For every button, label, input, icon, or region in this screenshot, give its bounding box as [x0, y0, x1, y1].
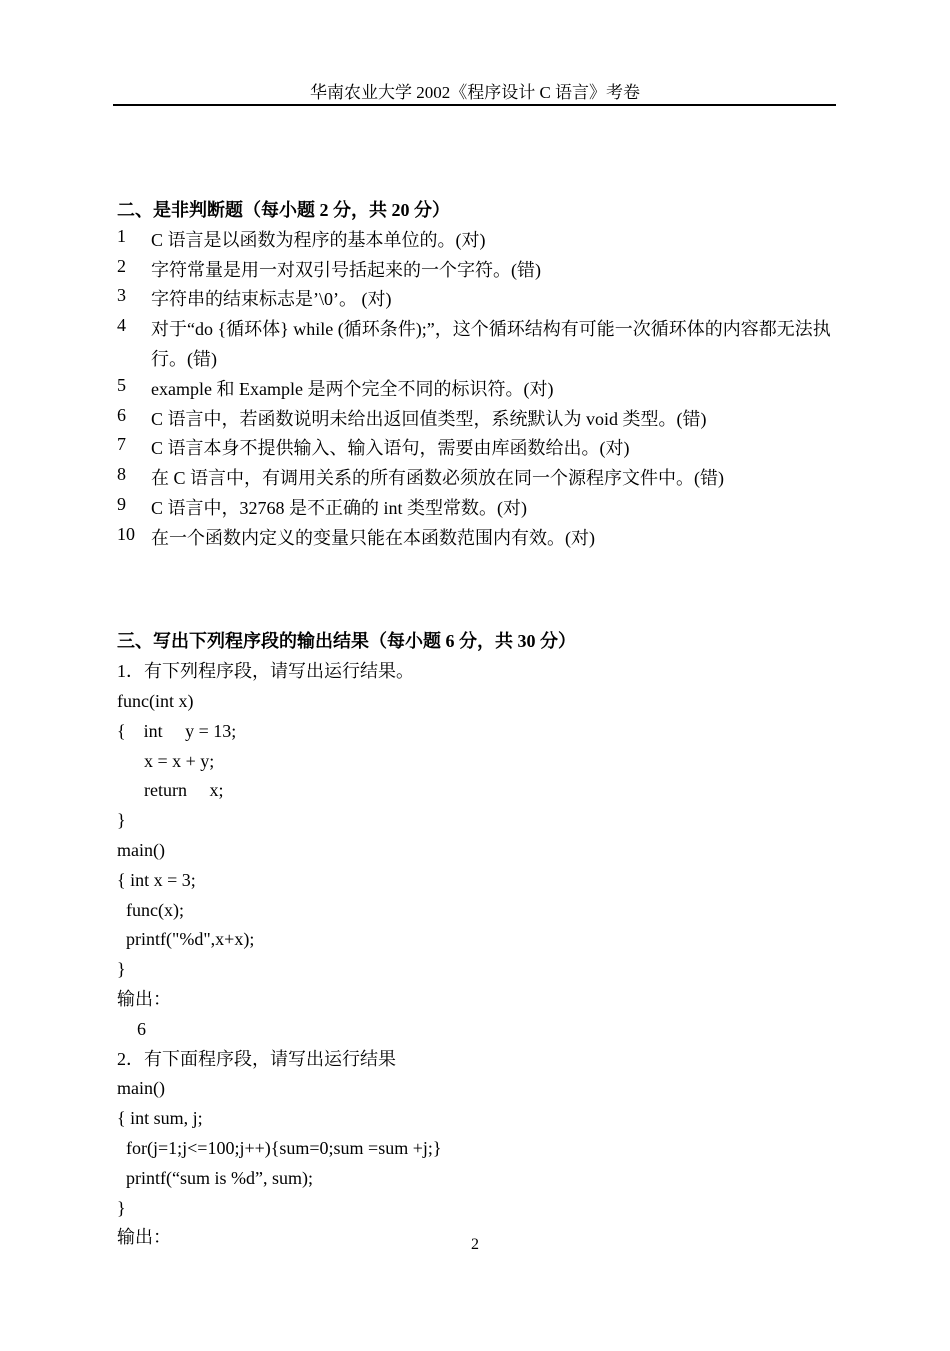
judge-item: [117, 524, 837, 554]
item-text: 在 C 语言中，有调用关系的所有函数必须放在同一个源程序文件中。(错): [151, 468, 724, 489]
section-gap: [117, 554, 837, 598]
section2-list: [117, 226, 837, 554]
judge-item: [117, 434, 837, 464]
item-number: 10: [117, 523, 135, 544]
item-text: C 语言中，32768 是不正确的 int 类型常数。(对): [151, 497, 527, 518]
code-line: }: [117, 959, 126, 980]
item-text: 在一个函数内定义的变量只能在本函数范围内有效。(对): [151, 527, 595, 548]
judge-item: [117, 375, 837, 405]
item-number: 6: [117, 404, 126, 425]
item-text: C 语言中，若函数说明未给出返回值类型，系统默认为 void 类型。(错): [151, 408, 707, 429]
code-line: return x;: [117, 780, 224, 801]
item-text: example 和 Example 是两个完全不同的标识符。(对): [151, 378, 554, 399]
item-text: 对于“do {循环体} while (循环条件);”，这个循环结构有可能一次循环体的内容都无法执行。(错): [151, 319, 831, 369]
q2-code-block: [117, 1074, 837, 1223]
item-number: 4: [117, 315, 126, 336]
code-line: for(j=1;j<=100;j++){sum=0;sum =sum +j;}: [117, 1137, 442, 1158]
item-number: 8: [117, 464, 126, 485]
item-text: 字符串的结束标志是’\0’。 (对): [151, 289, 392, 310]
q1-prompt: 1．有下列程序段，请写出运行结果。: [117, 661, 414, 682]
code-line: func(x);: [117, 899, 184, 920]
page-content: [117, 196, 837, 1253]
judge-item: [117, 464, 837, 494]
code-line: printf(“sum is %d”, sum);: [117, 1167, 313, 1188]
code-line: printf("%d",x+x);: [117, 929, 255, 950]
judge-item: [117, 315, 837, 375]
header-rule: [113, 104, 836, 106]
item-text: 字符常量是用一对双引号括起来的一个字符。(错): [151, 259, 541, 280]
code-line: { int sum, j;: [117, 1108, 203, 1129]
code-line: }: [117, 1197, 126, 1218]
item-number: 5: [117, 374, 126, 395]
q2-prompt: 2．有下面程序段，请写出运行结果: [117, 1048, 396, 1069]
judge-item: [117, 285, 837, 315]
judge-item: [117, 405, 837, 435]
code-line: main(): [117, 839, 165, 860]
item-number: 9: [117, 493, 126, 514]
q1-code-block: [117, 687, 837, 985]
judge-item: [117, 226, 837, 256]
item-number: 7: [117, 434, 126, 455]
code-line: }: [117, 810, 126, 831]
section2-title: 二、是非判断题（每小题 2 分，共 20 分）: [117, 200, 450, 220]
item-text: C 语言是以函数为程序的基本单位的。(对): [151, 229, 486, 250]
page-header: 华南农业大学 2002《程序设计 C 语言》考卷: [309, 83, 641, 102]
q2-output-label: 输出：: [117, 1227, 171, 1248]
judge-item: [117, 494, 837, 524]
code-line: { int y = 13;: [117, 720, 237, 741]
q1-output-value: 6: [137, 1018, 146, 1039]
item-text: C 语言本身不提供输入、输入语句，需要由库函数给出。(对): [151, 438, 630, 459]
code-line: func(int x): [117, 690, 194, 711]
q1-output-label: 输出：: [117, 988, 171, 1009]
page-number: 2: [471, 1236, 479, 1253]
code-line: main(): [117, 1078, 165, 1099]
section3-title: 三、写出下列程序段的输出结果（每小题 6 分，共 30 分）: [117, 631, 576, 652]
item-number: 2: [117, 255, 126, 276]
judge-item: [117, 256, 837, 286]
item-number: 1: [117, 225, 126, 246]
item-number: 3: [117, 285, 126, 306]
code-line: { int x = 3;: [117, 869, 196, 890]
code-line: x = x + y;: [117, 750, 215, 771]
